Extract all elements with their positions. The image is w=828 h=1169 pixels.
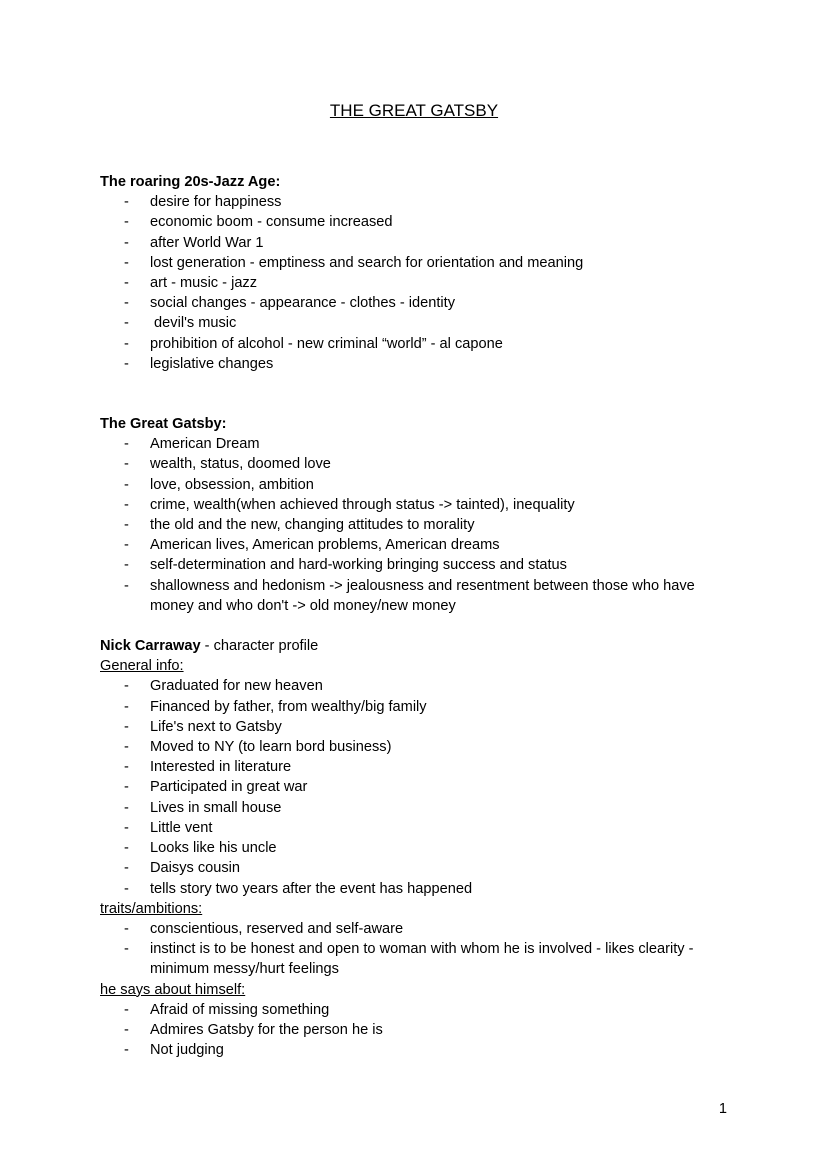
character-name: Nick Carraway [100, 638, 201, 655]
list-item [100, 434, 740, 454]
list-item [100, 555, 740, 575]
list-item-text: Participated in great war [150, 779, 308, 796]
sub-heading-says-about-himself: he says about himself: [100, 981, 246, 998]
dash-bullet: - [124, 496, 129, 513]
list-item [100, 879, 740, 899]
dash-bullet: - [124, 1001, 129, 1018]
dash-bullet: - [124, 1021, 129, 1038]
list-item-text: instinct is to be honest and open to woman with whom he is involved - likes clearity - minimum messy/hurt feelings [150, 941, 694, 978]
dash-bullet: - [124, 880, 129, 897]
list-item-text: economic boom - consume increased [150, 214, 393, 231]
list-item-text: self-determination and hard-working bringing success and status [150, 557, 567, 574]
dash-bullet: - [124, 759, 129, 776]
dash-bullet: - [124, 840, 129, 857]
jazz-age-list [100, 192, 740, 374]
list-item [100, 334, 740, 354]
dash-bullet: - [124, 335, 129, 352]
dash-bullet: - [124, 698, 129, 715]
dash-bullet: - [124, 315, 129, 332]
list-item-text: Little vent [150, 819, 213, 836]
list-item-text: Daisys cousin [150, 860, 241, 877]
list-item-text: Looks like his uncle [150, 840, 277, 857]
list-item [100, 697, 740, 717]
dash-bullet: - [124, 577, 129, 594]
list-item-text: legislative changes [150, 355, 274, 372]
list-item-text: Afraid of missing something [150, 1001, 330, 1018]
dash-bullet: - [124, 214, 129, 231]
dash-bullet: - [124, 537, 129, 554]
list-item [100, 676, 740, 696]
list-item-text: devil's music [150, 315, 237, 332]
list-item-text: Lives in small house [150, 799, 282, 816]
list-item-text: prohibition of alcohol - new criminal “world” - al capone [150, 335, 503, 352]
list-item-text: Graduated for new heaven [150, 678, 323, 695]
spacer [100, 616, 740, 636]
list-item-text: conscientious, reserved and self-aware [150, 920, 404, 937]
list-item-text: love, obsession, ambition [150, 476, 314, 493]
dash-bullet: - [124, 194, 129, 211]
dash-bullet: - [124, 1042, 129, 1059]
sub-heading-general-info: General info: [100, 658, 184, 675]
dash-bullet: - [124, 920, 129, 937]
list-item [100, 1000, 740, 1020]
list-item-text: wealth, status, doomed love [150, 456, 331, 473]
list-item-text: Moved to NY (to learn bord business) [150, 739, 392, 756]
list-item [100, 576, 740, 616]
list-item [100, 939, 740, 979]
dash-bullet: - [124, 254, 129, 271]
list-item [100, 192, 740, 212]
list-item [100, 495, 740, 515]
dash-bullet: - [124, 295, 129, 312]
list-item-text: crime, wealth(when achieved through status -> tainted), inequality [150, 496, 575, 513]
list-item-text: American lives, American problems, American dreams [150, 537, 500, 554]
dash-bullet: - [124, 476, 129, 493]
list-item [100, 253, 740, 273]
list-item [100, 858, 740, 878]
list-item [100, 313, 740, 333]
list-item [100, 515, 740, 535]
list-item [100, 454, 740, 474]
list-item [100, 737, 740, 757]
section-heading-jazz-age: The roaring 20s-Jazz Age: [100, 174, 281, 190]
list-item [100, 233, 740, 253]
list-item [100, 475, 740, 495]
traits-list [100, 919, 740, 980]
document-title [0, 101, 828, 121]
great-gatsby-list [100, 434, 740, 616]
dash-bullet: - [124, 799, 129, 816]
dash-bullet: - [124, 456, 129, 473]
list-item [100, 354, 740, 374]
list-item-text: Interested in literature [150, 759, 292, 776]
dash-bullet: - [124, 819, 129, 836]
list-item-text: lost generation - emptiness and search for orientation and meaning [150, 254, 584, 271]
list-item-text: shallowness and hedonism -> jealousness and resentment between those who have money and who don't -> old money/new money [150, 577, 695, 614]
list-item [100, 798, 740, 818]
sub-heading-traits-ambitions: traits/ambitions: [100, 900, 203, 917]
dash-bullet: - [124, 234, 129, 251]
says-about-himself-list [100, 1000, 740, 1061]
list-item-text: Financed by father, from wealthy/big family [150, 698, 427, 715]
list-item [100, 777, 740, 797]
list-item [100, 1020, 740, 1040]
list-item-text: Not judging [150, 1042, 224, 1059]
list-item [100, 717, 740, 737]
page-number: 1 [718, 1101, 727, 1117]
list-item-text: social changes - appearance - clothes - identity [150, 295, 456, 312]
dash-bullet: - [124, 517, 129, 534]
list-item [100, 293, 740, 313]
section-heading-nick-carraway [100, 636, 740, 656]
list-item-text: after World War 1 [150, 234, 264, 251]
list-item [100, 757, 740, 777]
dash-bullet: - [124, 860, 129, 877]
list-item [100, 535, 740, 555]
document-title-text: THE GREAT GATSBY [329, 101, 499, 120]
list-item [100, 838, 740, 858]
dash-bullet: - [124, 941, 129, 958]
list-item-text: art - music - jazz [150, 275, 258, 292]
list-item-text: tells story two years after the event has happened [150, 880, 473, 897]
dash-bullet: - [124, 275, 129, 292]
dash-bullet: - [124, 436, 129, 453]
dash-bullet: - [124, 739, 129, 756]
list-item [100, 818, 740, 838]
dash-bullet: - [124, 678, 129, 695]
document-body [100, 172, 740, 1060]
dash-bullet: - [124, 557, 129, 574]
list-item [100, 919, 740, 939]
character-profile-suffix: - character profile [200, 638, 319, 655]
list-item-text: American Dream [150, 436, 260, 453]
list-item [100, 273, 740, 293]
list-item [100, 212, 740, 232]
dash-bullet: - [124, 718, 129, 735]
spacer [100, 374, 740, 414]
section-heading-great-gatsby: The Great Gatsby: [100, 416, 227, 433]
list-item-text: Admires Gatsby for the person he is [150, 1021, 383, 1038]
dash-bullet: - [124, 779, 129, 796]
list-item-text: Life's next to Gatsby [150, 718, 282, 735]
list-item-text: desire for happiness [150, 194, 282, 211]
dash-bullet: - [124, 355, 129, 372]
list-item-text: the old and the new, changing attitudes to morality [150, 517, 475, 534]
general-info-list [100, 676, 740, 898]
list-item [100, 1040, 740, 1060]
